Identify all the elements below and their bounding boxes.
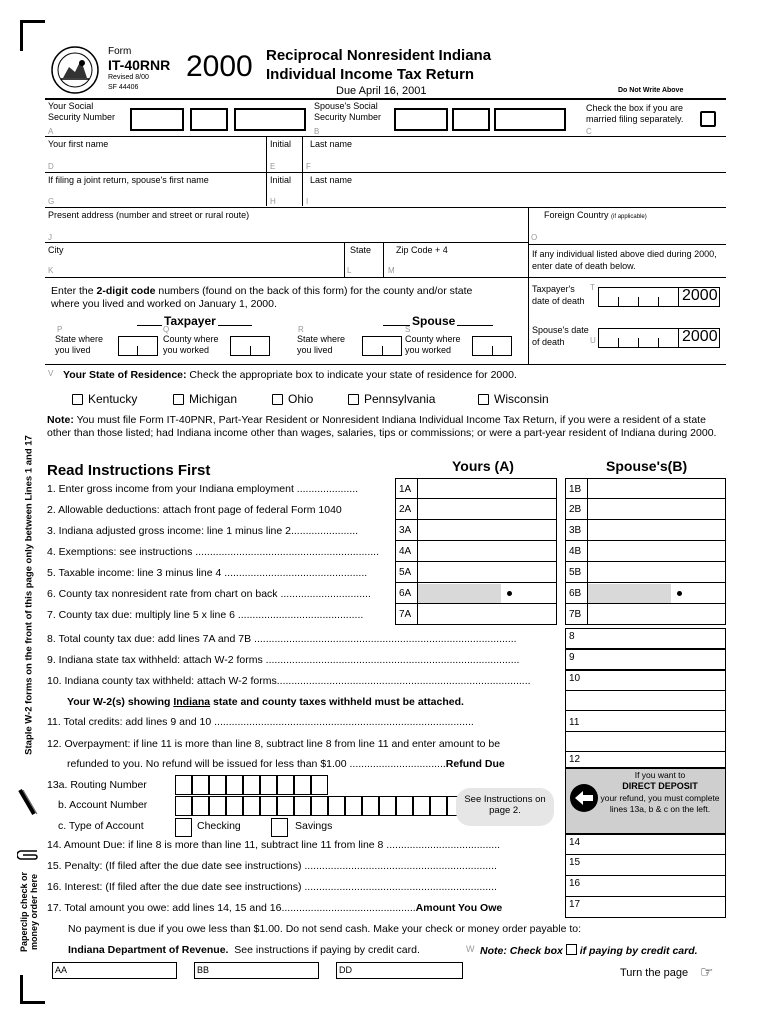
initial-label: Initial — [270, 139, 292, 149]
line-17-label: 17. Total amount you owe: add lines 14, 15 and 16..............................................Amount You Owe — [47, 902, 503, 914]
turn-the-page: Turn the page — [620, 967, 689, 979]
account-digit[interactable] — [294, 796, 311, 816]
line-2b-field[interactable]: 2B — [565, 499, 726, 520]
corner-mark-bottom — [20, 975, 45, 1004]
staple-note: Staple W-2 forms on the front of this page only between Lines 1 and 17 — [23, 435, 35, 755]
spouse-death-year: 2000 — [682, 328, 718, 345]
form-title-2: Individual Income Tax Return — [266, 66, 475, 83]
indiana-seal-icon — [47, 45, 103, 95]
wisconsin-checkbox[interactable] — [478, 394, 489, 405]
routing-digit[interactable] — [243, 775, 260, 795]
account-type-label: c. Type of Account — [58, 820, 144, 832]
account-digit[interactable] — [260, 796, 277, 816]
line-1b-field[interactable]: 1B — [565, 478, 726, 499]
line-5-label: 5. Taxable income: line 3 minus line 4 ................................................. — [47, 567, 368, 579]
line-16-field[interactable]: 16 — [565, 876, 726, 897]
spouse-ssn-field-1[interactable] — [394, 108, 448, 131]
line-7-label: 7. County tax due: multiply line 5 x line 6 ........................................... — [47, 609, 364, 621]
account-digit[interactable] — [175, 796, 192, 816]
savings-label: Savings — [295, 820, 333, 832]
routing-digit[interactable] — [209, 775, 226, 795]
pennsylvania-checkbox[interactable] — [348, 394, 359, 405]
credit-card-note: Note: Check box if paying by credit card. — [480, 945, 698, 957]
county-instruction: Enter the 2-digit code numbers (found on the back of this form) for the county and/or state where you lived and worked on January 1, 2000. — [51, 285, 473, 310]
rate-shaded-area — [587, 584, 671, 603]
account-digit[interactable] — [362, 796, 379, 816]
corner-mark-top — [20, 20, 45, 51]
dd-line-2: DIRECT DEPOSIT — [622, 781, 698, 791]
routing-digit[interactable] — [294, 775, 311, 795]
taxpayer-state-lived-label: State where you lived — [55, 334, 104, 355]
kentucky-checkbox[interactable] — [72, 394, 83, 405]
paperclip-note: Paperclip check or money order here — [19, 871, 39, 953]
line-15-field[interactable]: 15 — [565, 855, 726, 876]
taxpayer-death-label: Taxpayer's date of death — [532, 284, 585, 306]
line-2-label: 2. Allowable deductions: attach front page of federal Form 1040 — [47, 504, 342, 516]
read-instructions-heading: Read Instructions First — [47, 462, 211, 479]
line-17-field[interactable]: 17 — [565, 897, 726, 918]
michigan-label: Michigan — [189, 392, 238, 406]
spouse-ssn-field-3[interactable] — [494, 108, 566, 131]
spouse-ssn-field-2[interactable] — [452, 108, 490, 131]
pointing-hand-icon: ☞ — [700, 964, 714, 981]
decimal-point-icon — [507, 591, 512, 596]
savings-checkbox[interactable] — [271, 818, 288, 837]
checking-checkbox[interactable] — [175, 818, 192, 837]
w2-note: Your W-2(s) showing Indiana state and county taxes withheld must be attached. — [67, 696, 464, 708]
line-3b-field[interactable]: 3B — [565, 520, 726, 541]
line-5b-field[interactable]: 5B — [565, 562, 726, 583]
line-8-field[interactable]: 8 — [565, 628, 726, 649]
taxpayer-heading: Taxpayer — [164, 314, 216, 328]
decimal-point-icon — [677, 591, 682, 596]
account-digit[interactable] — [192, 796, 209, 816]
spouse-ssn-label: Spouse's Social Security Number — [314, 101, 382, 122]
arrow-left-icon — [569, 783, 599, 813]
staple-icon — [16, 788, 40, 818]
wisconsin-label: Wisconsin — [494, 392, 549, 406]
married-separately-label: Check the box if you are married filing separately. — [586, 103, 684, 124]
married-separately-checkbox[interactable] — [700, 111, 716, 127]
taxpayer-county-worked-label: County where you worked — [163, 334, 219, 355]
note-paragraph: Note: You must file Form IT-40PNR, Part-Year Resident or Nonresident Indiana Individual Income Tax Return, if you were a resident of a state other than those listed; had Indiana income other than wages, salaries, tips or commissions; or were a part-year resident of Indiana during 2000. — [47, 414, 717, 439]
line-10-label: 10. Indiana county tax withheld: attach W-2 forms....................................................................................... — [47, 675, 531, 687]
account-digit[interactable] — [328, 796, 345, 816]
line-11-label: 11. Total credits: add lines 9 and 10 ......................................................................................... — [47, 716, 474, 728]
paperclip-icon — [17, 848, 39, 862]
taxpayer-state-input[interactable] — [118, 336, 158, 356]
line-9-field[interactable]: 9 — [565, 649, 726, 670]
spouse-last-name-label: Last name — [310, 175, 353, 185]
dd-line-1: If you want to — [634, 770, 686, 780]
account-digit[interactable] — [345, 796, 362, 816]
aa-field[interactable]: AA — [52, 962, 177, 979]
line-10-field[interactable]: 10 — [565, 670, 726, 691]
line-16-label: 16. Interest: (If filed after the due date see instructions) .................................................................. — [47, 881, 497, 893]
account-digit[interactable] — [430, 796, 447, 816]
spouse-initial-label: Initial — [270, 175, 292, 185]
line-15-label: 15. Penalty: (If filed after the due date see instructions) .................................................................. — [47, 860, 497, 872]
line-14-field[interactable]: 14 — [565, 834, 726, 855]
date-of-death-note: If any individual listed above died during 2000, enter date of death below. — [532, 249, 717, 271]
taxpayer-death-year: 2000 — [682, 287, 718, 304]
pennsylvania-label: Pennsylvania — [364, 392, 436, 406]
spouse-state-lived-label: State where you lived — [297, 334, 346, 355]
routing-digit[interactable] — [260, 775, 277, 795]
account-digit[interactable] — [243, 796, 260, 816]
rate-shaded-area — [417, 584, 501, 603]
first-name-input[interactable] — [60, 150, 260, 170]
yours-heading: Yours (A) — [452, 458, 514, 474]
spouse-county-worked-label: County where you worked — [405, 334, 461, 355]
do-not-write: Do Not Write Above — [618, 87, 684, 94]
line-3a-field[interactable]: 3A — [395, 520, 557, 541]
account-digit[interactable] — [311, 796, 328, 816]
account-digit[interactable] — [413, 796, 430, 816]
account-label: b. Account Number — [58, 799, 148, 811]
routing-digit[interactable] — [192, 775, 209, 795]
line-10-11-spacer — [565, 691, 726, 711]
kentucky-label: Kentucky — [88, 392, 138, 406]
routing-digit[interactable] — [311, 775, 328, 795]
line-6b-field[interactable]: 6B — [565, 583, 726, 604]
ssn-field-3[interactable] — [234, 108, 306, 131]
line-7b-field[interactable]: 7B — [565, 604, 726, 625]
account-digit[interactable] — [277, 796, 294, 816]
ohio-label: Ohio — [288, 392, 314, 406]
dd-line-3: your refund, you must complete lines 13a, b & c on the left. — [600, 793, 720, 814]
line-5a-field[interactable]: 5A — [395, 562, 557, 583]
form-revised: Revised 8/00 — [108, 74, 149, 81]
address-label: Present address (number and street or rural route) — [48, 210, 250, 220]
account-digit[interactable] — [379, 796, 396, 816]
last-name-label: Last name — [310, 139, 353, 149]
line-4a-field[interactable]: 4A — [395, 541, 557, 562]
spouse-heading: Spouse — [412, 314, 456, 328]
ssn-field-1[interactable] — [130, 108, 184, 131]
ssn-label: Your Social Security Number — [48, 101, 116, 122]
form-title-1: Reciprocal Nonresident Indiana — [266, 47, 492, 64]
see-instructions-text: See Instructions on page 2. — [464, 794, 546, 816]
account-digit[interactable] — [209, 796, 226, 816]
tax-year: 2000 — [186, 50, 253, 83]
state-label: State — [350, 245, 372, 255]
dd-field[interactable]: DD — [336, 962, 463, 979]
line-4b-field[interactable]: 4B — [565, 541, 726, 562]
line-8-label: 8. Total county tax due: add lines 7A and 7B .......................................................................................... — [47, 633, 517, 645]
line-2a-field[interactable]: 2A — [395, 499, 557, 520]
line-6a-field[interactable]: 6A — [395, 583, 557, 604]
line-12-label-2: refunded to you. No refund will be issued for less than $1.00 .................................Refund Due — [67, 758, 505, 770]
routing-label: 13a. Routing Number — [47, 779, 147, 791]
routing-digit[interactable] — [277, 775, 294, 795]
routing-digit[interactable] — [175, 775, 192, 795]
city-label: City — [48, 245, 64, 255]
bb-field[interactable]: BB — [194, 962, 319, 979]
michigan-checkbox[interactable] — [173, 394, 184, 405]
ohio-checkbox[interactable] — [272, 394, 283, 405]
due-date: Due April 16, 2001 — [336, 85, 427, 97]
line-12-label-1: 12. Overpayment: if line 11 is more than line 8, subtract line 8 from line 11 and enter amount to be — [47, 738, 501, 750]
zip-label: Zip Code + 4 — [396, 245, 448, 255]
line-7a-field[interactable]: 7A — [395, 604, 557, 625]
line-11-12-spacer — [565, 732, 726, 752]
line-9-label: 9. Indiana state tax withheld: attach W-2 forms ....................................................................................... — [47, 654, 520, 666]
form-label: Form — [108, 46, 132, 57]
residence-label: Your State of Residence: Check the appropriate box to indicate your state of residence for 2000. — [63, 369, 517, 381]
first-name-label: Your first name — [48, 139, 109, 149]
form-sf: SF 44406 — [108, 84, 139, 91]
line-12-field[interactable]: 12 — [565, 752, 726, 768]
ssn-field-2[interactable] — [190, 108, 228, 131]
line-14-label: 14. Amount Due: if line 8 is more than line 11, subtract line 11 from line 8 ....................................... — [47, 839, 501, 851]
account-digit[interactable] — [226, 796, 243, 816]
payable-line: Indiana Department of Revenue. See instructions if paying by credit card. — [68, 944, 420, 956]
no-payment-note: No payment is due if you owe less than $1.00. Do not send cash. Make your check or money order payable to: — [68, 923, 582, 935]
routing-digit[interactable] — [226, 775, 243, 795]
spouse-death-label: Spouse's date of death — [532, 325, 589, 347]
line-6-label: 6. County tax nonresident rate from chart on back ............................... — [47, 588, 371, 600]
credit-card-checkbox[interactable] — [566, 944, 577, 955]
line-1-label: 1. Enter gross income from your Indiana employment ..................... — [47, 483, 359, 495]
line-1a-field[interactable]: 1A — [395, 478, 557, 499]
form-number: IT-40RNR — [108, 57, 171, 73]
spouses-heading: Spouse's(B) — [606, 458, 688, 474]
spouse-first-name-label: If filing a joint return, spouse's first name — [48, 175, 209, 185]
line-11-field[interactable]: 11 — [565, 711, 726, 732]
foreign-country-label: Foreign Country (if applicable) — [544, 210, 647, 220]
account-digit[interactable] — [396, 796, 413, 816]
line-4-label: 4. Exemptions: see instructions ............................................................... — [47, 546, 380, 558]
checking-label: Checking — [197, 820, 241, 832]
line-3-label: 3. Indiana adjusted gross income: line 1 minus line 2....................... — [47, 525, 359, 537]
